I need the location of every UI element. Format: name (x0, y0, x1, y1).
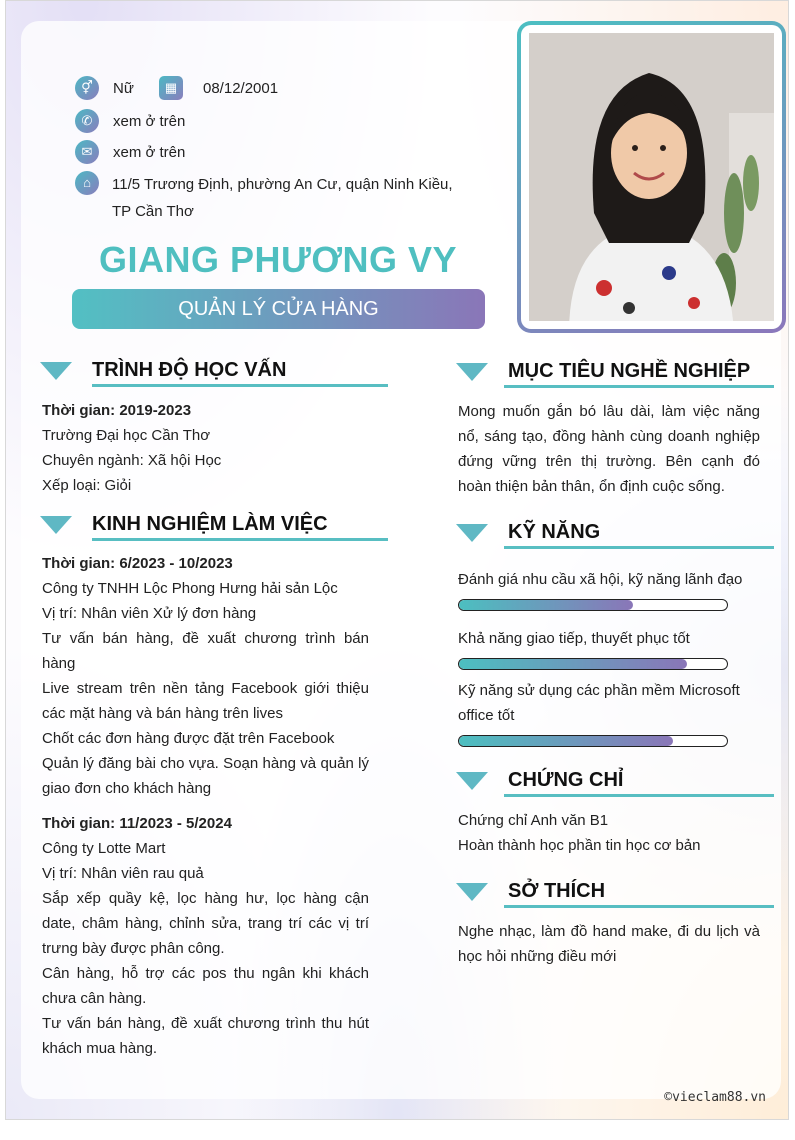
address-line-2: TP Cần Thơ (112, 203, 194, 220)
education-body (42, 398, 372, 498)
education-underline (92, 384, 388, 387)
profile-photo-frame (517, 21, 786, 333)
experience-header (40, 513, 328, 536)
hobbies-underline (504, 905, 774, 908)
education-school: Trường Đại học Cần Thơ (42, 427, 211, 444)
job-line: Tư vấn bán hàng, đề xuất chương trình bán hàng (42, 630, 369, 672)
address-line-1: 11/5 Trương Định, phường An Cư, quận Ninh Kiều, (112, 176, 453, 193)
certificates-underline (504, 794, 774, 797)
hobbies-header (456, 880, 605, 903)
job-line: Vị trí: Nhân viên rau quả (42, 865, 204, 882)
job-line: Quản lý đăng bài cho vựa. Soạn hàng và quản lý giao đơn cho khách hàng (42, 755, 369, 797)
portrait-illustration (529, 33, 774, 321)
job-line: Cân hàng, hỗ trợ các pos thu ngân khi khách chưa cân hàng. (42, 965, 369, 1007)
gender-icon: ⚥ (75, 76, 99, 100)
job-line: Vị trí: Nhân viên Xử lý đơn hàng (42, 605, 257, 622)
objective-text: Mong muốn gắn bó lâu dài, làm việc năng nổ, sáng tạo, đồng hành cùng doanh nghiệp đứng vững trên thị trường. Bên cạnh đó hoàn thiện bản thân, ổn định cuộc sống. (458, 403, 760, 495)
certificates-body (458, 808, 768, 858)
candidate-role: QUẢN LÝ CỬA HÀNG (72, 289, 485, 329)
education-major: Chuyên ngành: Xã hội Học (42, 452, 222, 469)
skill-bar-fill (459, 659, 687, 669)
triangle-icon (456, 524, 488, 542)
phone-row (75, 109, 185, 133)
job-line: Live stream trên nền tảng Facebook giới thiệu các mặt hàng và bán hàng trên lives (42, 680, 369, 722)
education-title: TRÌNH ĐỘ HỌC VẤN (92, 359, 287, 381)
job-time: Thời gian: 6/2023 - 10/2023 (42, 555, 233, 572)
triangle-icon (40, 516, 72, 534)
certificates-title: CHỨNG CHỈ (508, 769, 624, 791)
skills-header (456, 521, 600, 544)
skill-bar (458, 658, 728, 670)
job-line: Tư vấn bán hàng, đề xuất chương trình thu hút khách mua hàng. (42, 1015, 369, 1057)
address-row (75, 171, 113, 195)
objective-header (456, 360, 750, 383)
skill-label: Đánh giá nhu cầu xã hội, kỹ năng lãnh đạo (458, 571, 743, 588)
hobbies-text: Nghe nhạc, làm đồ hand make, đi du lịch và học hỏi những điều mới (458, 923, 760, 965)
gender-row (75, 76, 134, 100)
skill-label: Khả năng giao tiếp, thuyết phục tốt (458, 630, 690, 647)
triangle-icon (456, 363, 488, 381)
calendar-icon: ▦ (159, 76, 183, 100)
job-line: Công ty TNHH Lộc Phong Hưng hải sản Lộc (42, 580, 338, 597)
gender-text: Nữ (113, 79, 134, 97)
education-time: Thời gian: 2019-2023 (42, 402, 192, 419)
triangle-icon (40, 362, 72, 380)
skills-title: KỸ NĂNG (508, 521, 601, 543)
certificates-header (456, 769, 623, 792)
cv-page (5, 0, 789, 1120)
triangle-icon (456, 772, 488, 790)
experience-job-2 (42, 811, 369, 1061)
email-icon: ✉ (75, 140, 99, 164)
skill-bar (458, 735, 728, 747)
job-time: Thời gian: 11/2023 - 5/2024 (42, 815, 232, 832)
footer-watermark: ©vieclam88.vn (664, 1090, 766, 1105)
phone-icon: ✆ (75, 109, 99, 133)
skill-bar (458, 599, 728, 611)
certificate-item: Hoàn thành học phần tin học cơ bản (458, 837, 701, 854)
phone-text: xem ở trên (113, 112, 186, 130)
experience-underline (92, 538, 388, 541)
birthdate-row (159, 76, 278, 100)
job-line: Chốt các đơn hàng được đặt trên Facebook (42, 730, 335, 747)
skill-label: Kỹ năng sử dụng các phần mềm Microsoft office tốt (458, 682, 740, 724)
candidate-name: GIANG PHƯƠNG VY (98, 239, 458, 280)
hobbies-title: SỞ THÍCH (508, 880, 606, 902)
skill-bar-fill (459, 736, 673, 746)
skill-bar-fill (459, 600, 633, 610)
job-line: Sắp xếp quầy kệ, lọc hàng hư, lọc hàng cận date, châm hàng, chỉnh sửa, trang trí các vị trí trưng bày được phân công. (42, 890, 369, 957)
certificate-item: Chứng chỉ Anh văn B1 (458, 812, 609, 829)
address-text (112, 171, 482, 225)
job-line: Công ty Lotte Mart (42, 840, 166, 857)
triangle-icon (456, 883, 488, 901)
education-grade: Xếp loại: Giỏi (42, 477, 132, 494)
objective-underline (504, 385, 774, 388)
objective-title: MỤC TIÊU NGHỀ NGHIỆP (508, 360, 751, 382)
profile-photo (529, 33, 774, 321)
experience-title: KINH NGHIỆM LÀM VIỆC (92, 513, 328, 535)
birthdate-text: 08/12/2001 (203, 79, 279, 97)
home-icon: ⌂ (75, 171, 99, 195)
skills-underline (504, 546, 774, 549)
email-text: xem ở trên (113, 143, 186, 161)
experience-job-1 (42, 551, 369, 801)
education-header (40, 359, 286, 382)
email-row (75, 140, 185, 164)
